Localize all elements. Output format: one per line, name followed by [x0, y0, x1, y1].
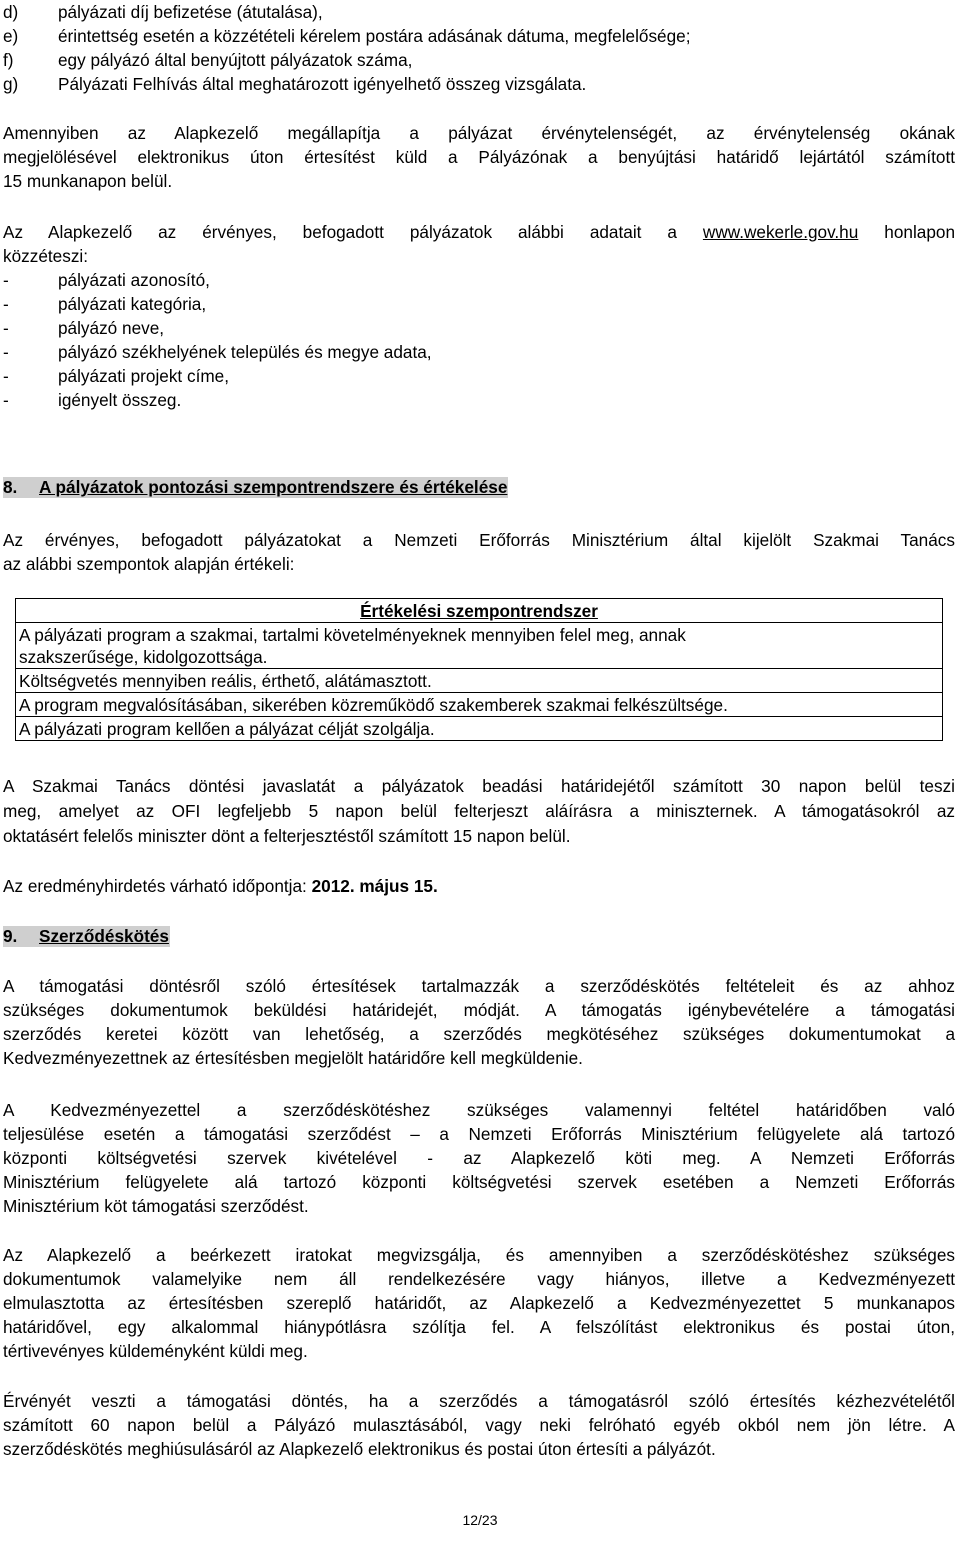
paragraph-line: szerződés keretei között van lehetőség, a szerződés megkötéséhez szükséges dokumentumokat a [3, 1024, 955, 1044]
section-heading: 9. Szerződéskötés [3, 926, 169, 946]
dash-list-item: - igényelt összeg. [3, 390, 182, 410]
paragraph-line: oktatásért felelős miniszter dönt a felterjesztéstől számított 15 napon belül. [3, 826, 571, 846]
paragraph-line: az alábbi szempontok alapján értékeli: [3, 554, 295, 574]
paragraph-line: határidővel, egy alkalommal hiánypótlásra szólítja fel. A felszólítást elektronikus és postai úton, [3, 1317, 955, 1337]
table-row: A pályázati program kellően a pályázat célját szolgálja. [16, 717, 943, 741]
paragraph-line: elmulasztotta az értesítésben szereplő határidőt, az Alapkezelő a Kedvezményezettet 5 munkanapos [3, 1293, 955, 1313]
dash-list-item: - pályázati kategória, [3, 294, 207, 314]
paragraph-line: tértivevényes küldeményként küldi meg. [3, 1341, 308, 1361]
paragraph-line: meg, amelyet az OFI legfeljebb 5 napon belül felterjeszt aláírásra a miniszternek. A támogatásokról az [3, 801, 955, 821]
paragraph-line: Az érvényes, befogadott pályázatokat a Nemzeti Erőforrás Minisztérium által kijelölt Szakmai Tanács [3, 530, 955, 550]
list-item: e) érintettség esetén a közzétételi kérelem postára adásának dátuma, megfelelősége; [3, 26, 691, 46]
dash-list-item: - pályázó székhelyének település és megye adata, [3, 342, 432, 362]
dash-list-item: - pályázati azonosító, [3, 270, 210, 290]
list-item: f) egy pályázó által benyújtott pályázatok száma, [3, 50, 413, 70]
result-date: 2012. május 15. [311, 876, 438, 896]
paragraph-line: szükséges dokumentumok beküldési határidejét, módját. A támogatás igénybevételére a támogatási [3, 1000, 955, 1020]
table-header-row [16, 599, 943, 623]
paragraph-line: Minisztérium köt támogatási szerződést. [3, 1196, 309, 1216]
table-row: A pályázati program a szakmai, tartalmi követelményeknek mennyiben felel meg, annak szakszerűsége, kidolgozottsága. [16, 623, 943, 669]
paragraph-line: Az Alapkezelő a beérkezett iratokat megvizsgálja, és amennyiben a szerződéskötéshez szükséges [3, 1245, 955, 1265]
section-heading: 8. A pályázatok pontozási szempontrendszere és értékelése [3, 477, 508, 497]
paragraph-line: A támogatási döntésről szóló értesítések tartalmazzák a szerződéskötés feltételeit és az ahhoz [3, 976, 955, 996]
paragraph-line: dokumentumok valamelyike nem áll rendelkezésére vagy hiányos, illetve a Kedvezményezett [3, 1269, 955, 1289]
list-item: g) Pályázati Felhívás által meghatározott igényelhető összeg vizsgálata. [3, 74, 587, 94]
dash-list-item: - pályázati projekt címe, [3, 366, 229, 386]
list-item: d) pályázati díj befizetése (átutalása), [3, 2, 323, 22]
paragraph-line: teljesülése esetén a támogatási szerződést – a Nemzeti Erőforrás Minisztérium felügyelete alá tartozó [3, 1124, 955, 1144]
paragraph-line: Az Alapkezelő az érvényes, befogadott pályázatok alábbi adatait a www.wekerle.gov.hu honlapon [3, 222, 956, 242]
evaluation-criteria-table [15, 598, 943, 741]
paragraph-line: központi költségvetési szervek kivételével - az Alapkezelő köti meg. A Nemzeti Erőforrás [3, 1148, 955, 1168]
website-link[interactable]: www.wekerle.gov.hu [702, 222, 859, 242]
paragraph-line: közzéteszi: [3, 246, 89, 266]
table-row: Költségvetés mennyiben reális, érthető, alátámasztott. [16, 669, 943, 693]
paragraph-line: Minisztérium felügyelete alá tartozó központi költségvetési szervek esetében a Nemzeti Erőforrás [3, 1172, 955, 1192]
table-header: Értékelési szempontrendszer [16, 599, 943, 623]
paragraph-line: szerződéskötés meghiúsulásáról az Alapkezelő elektronikus és postai úton értesíti a pályázót. [3, 1439, 716, 1459]
paragraph-line: Érvényét veszti a támogatási döntés, ha a szerződés a támogatásról szóló értesítés kézhezvételétől [3, 1391, 955, 1411]
paragraph-line: számított 60 napon belül a Pályázó mulasztásából, vagy neki felróható egyéb okból nem jön létre. A [3, 1415, 955, 1435]
result-date-line: Az eredményhirdetés várható időpontja: 2012. május 15. [3, 876, 438, 896]
table-row: A program megvalósításában, sikerében közreműködő szakemberek szakmai felkészültsége. [16, 693, 943, 717]
dash-list-item: - pályázó neve, [3, 318, 165, 338]
paragraph-line: Kedvezményezettnek az értesítésben megjelölt határidőre kell megküldenie. [3, 1048, 583, 1068]
paragraph-line: A Szakmai Tanács döntési javaslatát a pályázatok beadási határidejétől számított 30 napon belül teszi [3, 776, 955, 796]
paragraph-line: 15 munkanapon belül. [3, 171, 173, 191]
paragraph-line: A Kedvezményezettel a szerződéskötéshez szükséges valamennyi feltétel határidőben való [3, 1100, 955, 1120]
paragraph-line: Amennyiben az Alapkezelő megállapítja a pályázat érvénytelenségét, az érvénytelenség okának [3, 123, 955, 143]
page-number: 12/23 [462, 1512, 498, 1528]
paragraph-line: megjelölésével elektronikus úton értesítést küld a Pályázónak a benyújtási határidő lejártától számított [3, 147, 955, 167]
